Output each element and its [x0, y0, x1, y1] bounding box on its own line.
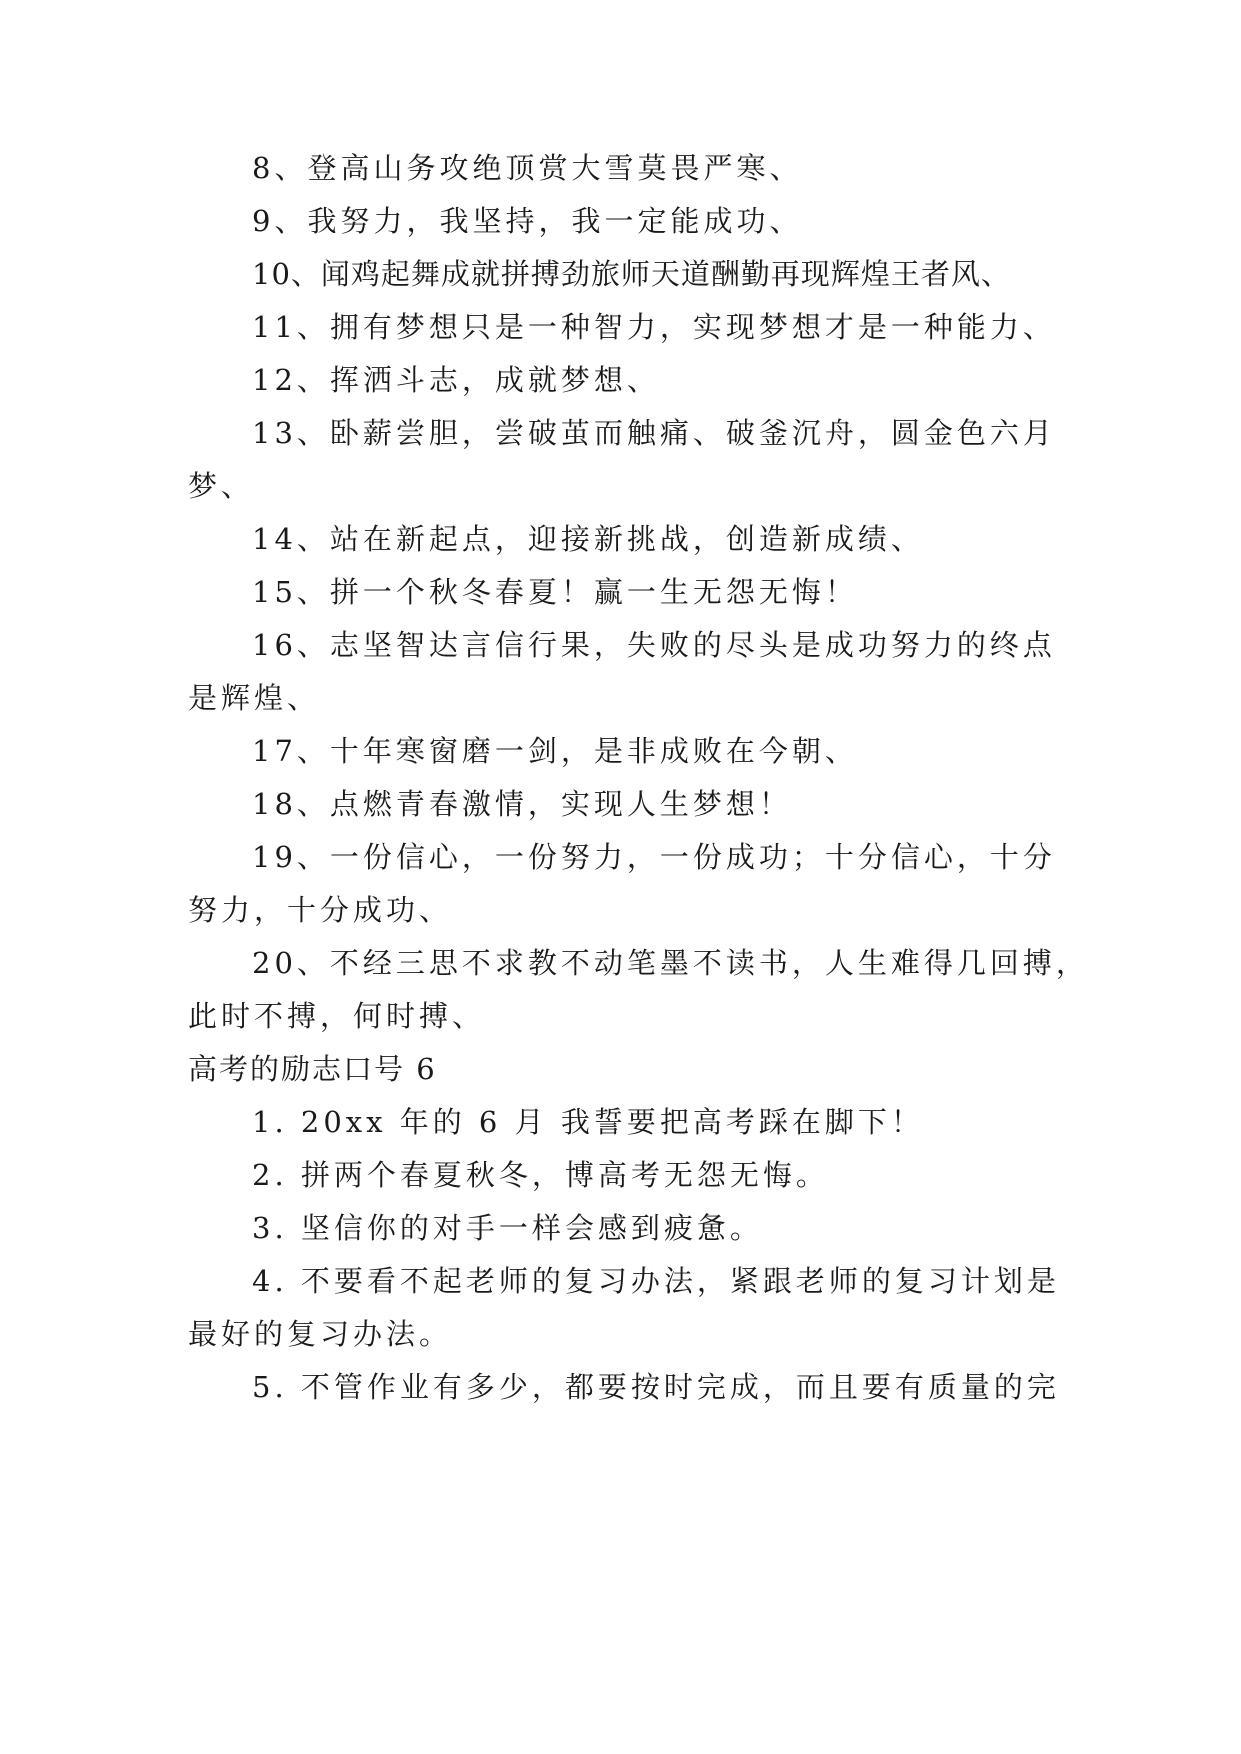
list-item-8: 8、登高山务攻绝顶赏大雪莫畏严寒、 [252, 151, 803, 185]
section-item-3: 3. 坚信你的对手一样会感到疲惫。 [252, 1211, 763, 1245]
list-item-16-continuation: 是辉煌、 [188, 681, 321, 715]
list-item-16: 16、志坚智达言信行果，失败的尽头是成功努力的终点 [252, 628, 1056, 662]
list-item-19: 19、一份信心，一份努力，一份成功；十分信心，十分 [252, 840, 1056, 874]
section-item-4-continuation: 最好的复习办法。 [188, 1317, 453, 1351]
list-item-13: 13、卧薪尝胆，尝破茧而触痛、破釜沉舟，圆金色六月 [252, 416, 1056, 450]
list-item-9: 9、我努力，我坚持，我一定能成功、 [252, 204, 803, 238]
section-heading: 高考的励志口号 6 [188, 1052, 437, 1086]
list-item-20-continuation: 此时不搏，何时搏、 [188, 999, 486, 1033]
list-item-20: 20、不经三思不求教不动笔墨不读书，人生难得几回搏， [252, 946, 1089, 980]
list-item-19-continuation: 努力，十分成功、 [188, 893, 453, 927]
section-item-1: 1. 20xx 年的 6 月 我誓要把高考踩在脚下！ [252, 1105, 924, 1139]
list-item-13-continuation: 梦、 [188, 469, 255, 503]
section-item-4: 4. 不要看不起老师的复习办法，紧跟老师的复习计划是 [252, 1264, 1060, 1298]
list-item-10: 10、闻鸡起舞成就拼搏劲旅师天道酬勤再现辉煌王者风、 [252, 257, 1011, 291]
list-item-11: 11、拥有梦想只是一种智力，实现梦想才是一种能力、 [252, 310, 1056, 344]
list-item-18: 18、点燃青春激情，实现人生梦想！ [252, 787, 792, 821]
list-item-15: 15、拼一个秋冬春夏！赢一生无怨无悔！ [252, 575, 858, 609]
list-item-17: 17、十年寒窗磨一剑，是非成败在今朝、 [252, 734, 858, 768]
section-item-2: 2. 拼两个春夏秋冬，博高考无怨无悔。 [252, 1158, 829, 1192]
list-item-14: 14、站在新起点，迎接新挑战，创造新成绩、 [252, 522, 924, 556]
section-item-5: 5. 不管作业有多少，都要按时完成，而且要有质量的完 [252, 1370, 1060, 1404]
list-item-12: 12、挥洒斗志，成就梦想、 [252, 363, 660, 397]
